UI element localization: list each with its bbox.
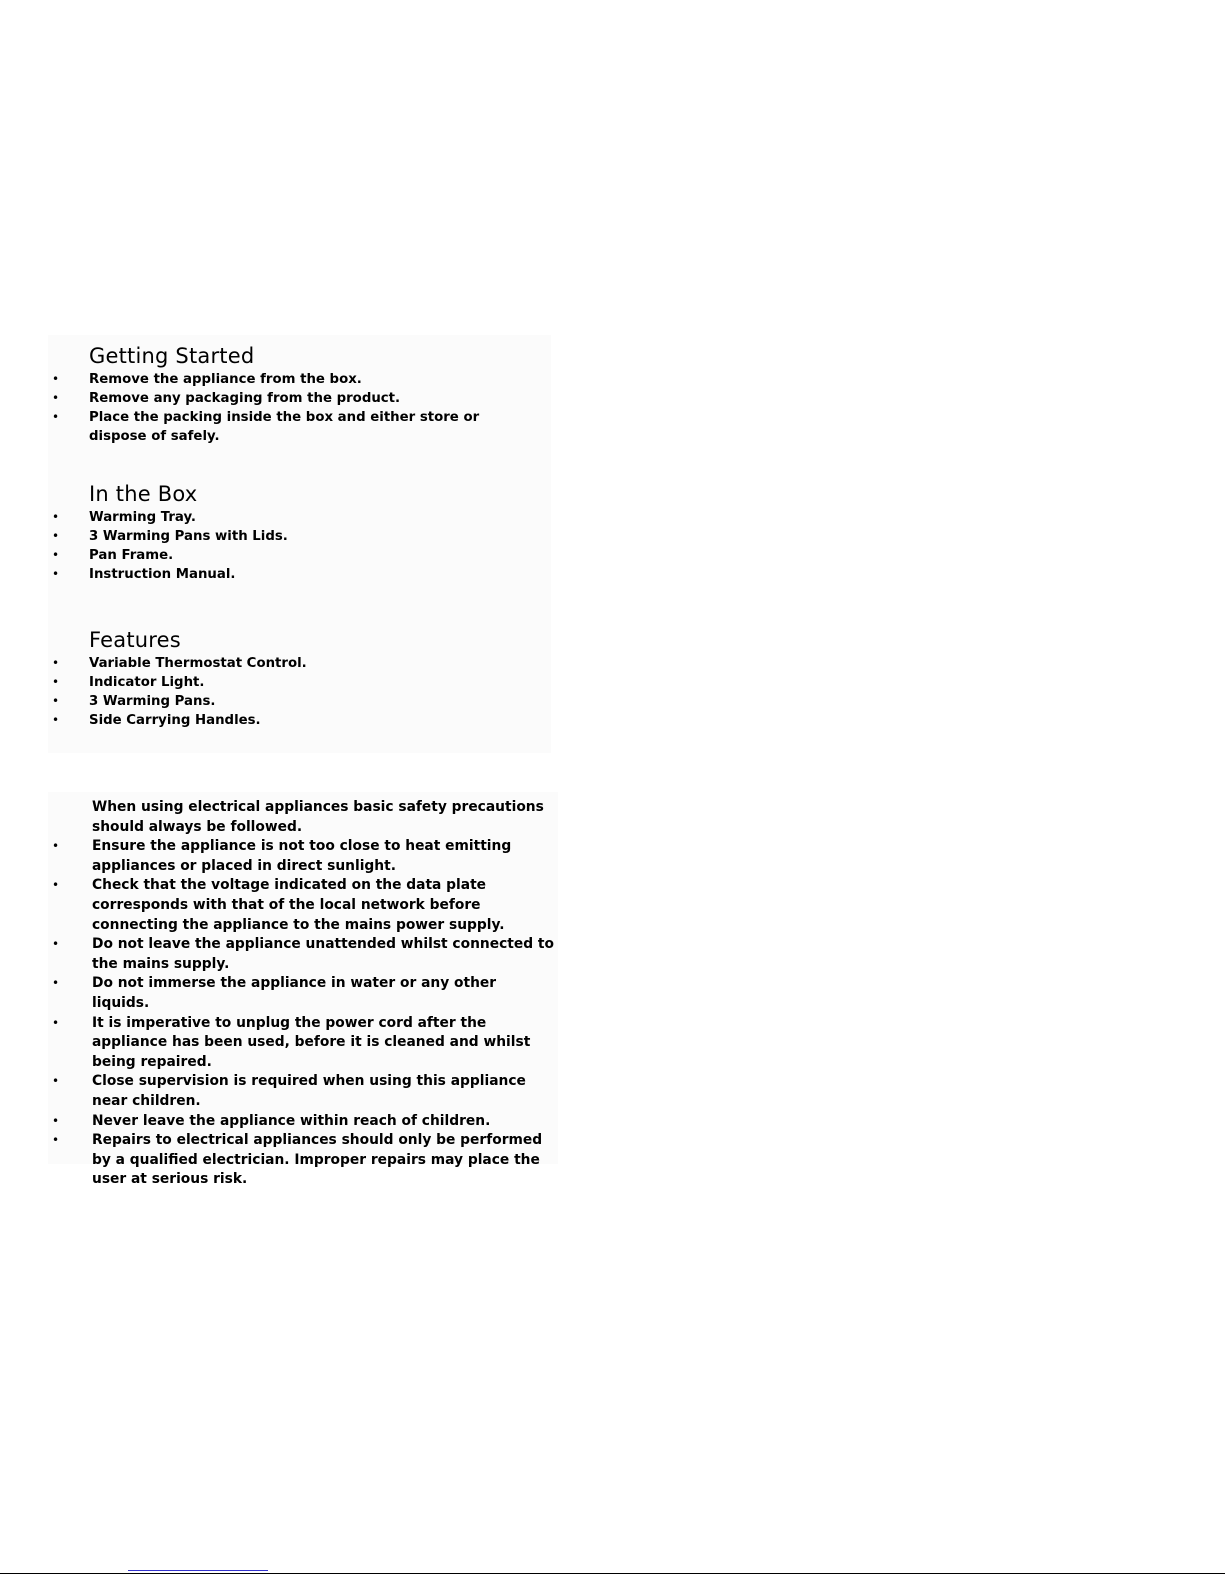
list-item: • Pan Frame.	[48, 546, 551, 565]
getting-started-list	[48, 370, 551, 446]
list-item: • Instruction Manual.	[48, 565, 551, 584]
list-item: • Warming Tray.	[48, 508, 551, 527]
in-the-box-heading: In the Box	[89, 482, 198, 506]
list-item: • Check that the voltage indicated on the data plate corresponds with that of the local network before connecting the appliance to the mains power supply.	[48, 876, 558, 935]
upper-content-panel	[48, 335, 551, 753]
list-item: • Side Carrying Handles.	[48, 711, 551, 730]
list-item: • Do not immerse the appliance in water or any other liquids.	[48, 974, 558, 1013]
safety-intro: When using electrical appliances basic safety precautions should always be followed.	[92, 799, 544, 835]
list-item: • Repairs to electrical appliances should only be performed by a qualified electrician. Improper repairs may place the user at serious risk.	[48, 1131, 558, 1190]
features-list	[48, 654, 551, 730]
list-item: • 3 Warming Pans with Lids.	[48, 527, 551, 546]
list-item: • Variable Thermostat Control.	[48, 654, 551, 673]
in-the-box-list	[48, 508, 551, 584]
list-item: • Close supervision is required when using this appliance near children.	[48, 1072, 558, 1111]
features-section	[48, 627, 551, 730]
list-item: • Remove the appliance from the box.	[48, 370, 551, 389]
list-item: • Place the packing inside the box and either store or dispose of safely.	[48, 408, 551, 446]
in-the-box-section	[48, 481, 551, 584]
footer-divider	[0, 1573, 1225, 1574]
list-item: • Ensure the appliance is not too close to heat emitting appliances or placed in direct sunlight.	[48, 837, 558, 876]
safety-list	[48, 837, 558, 1190]
list-item: • Indicator Light.	[48, 673, 551, 692]
getting-started-heading: Getting Started	[89, 344, 255, 368]
list-item: • Do not leave the appliance unattended whilst connected to the mains supply.	[48, 935, 558, 974]
footer-link-underline	[128, 1568, 268, 1571]
features-heading: Features	[89, 628, 181, 652]
getting-started-section	[48, 343, 551, 446]
list-item: • It is imperative to unplug the power cord after the appliance has been used, before it is cleaned and whilst being repaired.	[48, 1014, 558, 1073]
safety-panel	[48, 792, 558, 1188]
list-item: • Never leave the appliance within reach of children.	[48, 1112, 558, 1132]
list-item: • Remove any packaging from the product.	[48, 389, 551, 408]
list-item: • 3 Warming Pans.	[48, 692, 551, 711]
